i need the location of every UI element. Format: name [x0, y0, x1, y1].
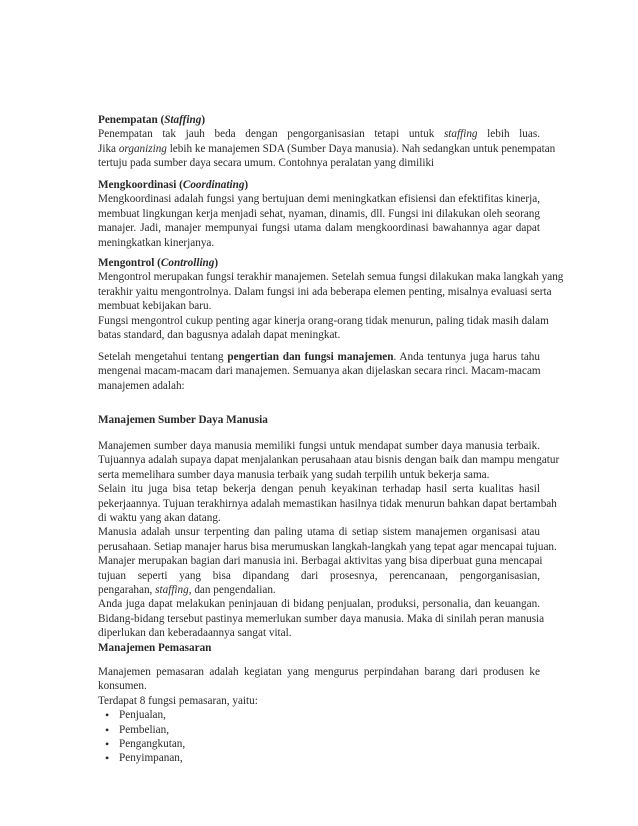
sdm-line: diperlukan dan keberadaannya sangat vital. [98, 627, 292, 640]
pemasaran-body [98, 665, 540, 766]
sdm-line: Anda juga dapat melakukan peninjauan di bidang penjualan, produksi, personalia, dan keuangan. [98, 598, 540, 611]
sdm-line: Selain itu juga bisa tetap bekerja dengan penuh keyakinan terhadap hasil serta kualitas hasil [98, 483, 540, 496]
list-item: • Penjualan, [98, 708, 540, 722]
staffing-section [98, 113, 556, 171]
intro-line-1: Setelah mengetahui tentang pengertian dan fungsi manajemen. Anda tentunya juga harus tahu [98, 351, 540, 363]
controlling-section [98, 256, 564, 342]
coordinating-line: meningkatkan kinerjanya. [98, 236, 215, 249]
sdm-line: perusahaan. Setiap manajer harus bisa merumuskan langkah-langkah yang tepat agar mencapai tujuan. [98, 540, 557, 553]
sdm-line: Manusia adalah unsur terpenting dan paling utama di setiap sistem manajemen organisasi atau [98, 526, 540, 539]
intro-paragraph [98, 350, 540, 393]
pemasaran-line: konsumen. [98, 680, 147, 693]
staffing-line-3: tertuju pada sumber daya secara umum. Contohnya peralatan yang dimiliki [98, 157, 435, 170]
sdm-line: pekerjaannya. Tujuan terakhirnya adalah memastikan hasilnya tidak menurun bahkan dapat bertambah [98, 497, 557, 510]
staffing-heading: Penempatan (Staffing) [98, 114, 206, 126]
coordinating-line: Mengkoordinasi adalah fungsi yang bertujuan demi meningkatkan efisiensi dan efektifitas kinerja, [98, 193, 540, 206]
controlling-line: Mengontrol merupakan fungsi terakhir manajemen. Setelah semua fungsi dilakukan maka langkah yang [98, 271, 564, 284]
controlling-line: terakhir yaitu mengontrolnya. Dalam fungsi ini ada beberapa elemen penting, misalnya evaluasi serta [98, 285, 552, 298]
sdm-line: pengarahan, staffing, dan pengendalian. [98, 584, 276, 597]
list-item: • Penyimpanan, [98, 751, 540, 765]
staffing-line-2: Jika organizing lebih ke manajemen SDA (Sumber Daya manusia). Nah sedangkan untuk penempatan [98, 142, 556, 155]
sdm-line: Tujuannya adalah supaya dapat menjalankan perusahaan atau bisnis dengan baik dan mampu mengatur [98, 454, 560, 467]
pemasaran-heading: Manajemen Pemasaran [98, 642, 212, 654]
controlling-line: batas standard, dan bagusnya adalah dapat meningkat. [98, 329, 341, 342]
coordinating-section [98, 178, 540, 250]
pemasaran-function-list [98, 708, 540, 766]
sdm-line: tujuan seperti yang bisa dipandang dari prosesnya, perencanaan, pengorganisasian, [98, 569, 540, 582]
coordinating-heading: Mengkoordinasi (Coordinating) [98, 179, 249, 191]
sdm-line: Manajemen sumber daya manusia memiliki fungsi untuk mendapat sumber daya manusia terbaik. [98, 440, 540, 452]
list-item: • Pengangkutan, [98, 737, 540, 751]
coordinating-line: membuat lingkungan kerja menjadi sehat, nyaman, dinamis, dll. Fungsi ini dilakukan oleh seorang [98, 207, 540, 220]
sdm-line: di waktu yang akan datang. [98, 512, 221, 525]
sdm-line: Bidang-bidang tersebut pastinya memerlukan sumber daya manusia. Maka di sinilah peran manusia [98, 612, 545, 625]
pemasaran-line: Manajemen pemasaran adalah kegiatan yang mengurus perpindahan barang dari produsen ke [98, 666, 540, 678]
controlling-line: membuat kebijakan baru. [98, 300, 212, 313]
coordinating-line: manajer. Jadi, manajer mempunyai fungsi utama dalam mengkoordinasi bawahannya agar dapat [98, 222, 540, 235]
staffing-line-1: Penempatan tak jauh beda dengan pengorganisasian tetapi untuk staffing lebih luas. [98, 128, 540, 141]
sdm-body [98, 439, 560, 641]
list-item: • Pembelian, [98, 723, 540, 737]
controlling-line: Fungsi mengontrol cukup penting agar kinerja orang-orang tidak menurun, paling tidak masih dalam [98, 314, 549, 327]
sdm-heading: Manajemen Sumber Daya Manusia [98, 414, 268, 426]
pengertian-link[interactable]: pengertian dan fungsi manajemen [227, 351, 394, 363]
pemasaran-line: Terdapat 8 fungsi pemasaran, yaitu: [98, 694, 258, 707]
intro-line-3: manajemen adalah: [98, 379, 185, 392]
sdm-line: serta memelihara sumber daya manusia terbaik yang sudah terpilih untuk bekerja sama. [98, 468, 490, 481]
controlling-heading: Mengontrol (Controlling) [98, 257, 219, 269]
sdm-line: Manajer merupakan bagian dari manusia ini. Berbagai aktivitas yang bisa diperbuat guna mencapai [98, 555, 543, 568]
intro-line-2: mengenai macam-macam dari manajemen. Semuanya akan dijelaskan secara rinci. Macam-macam [98, 365, 541, 378]
